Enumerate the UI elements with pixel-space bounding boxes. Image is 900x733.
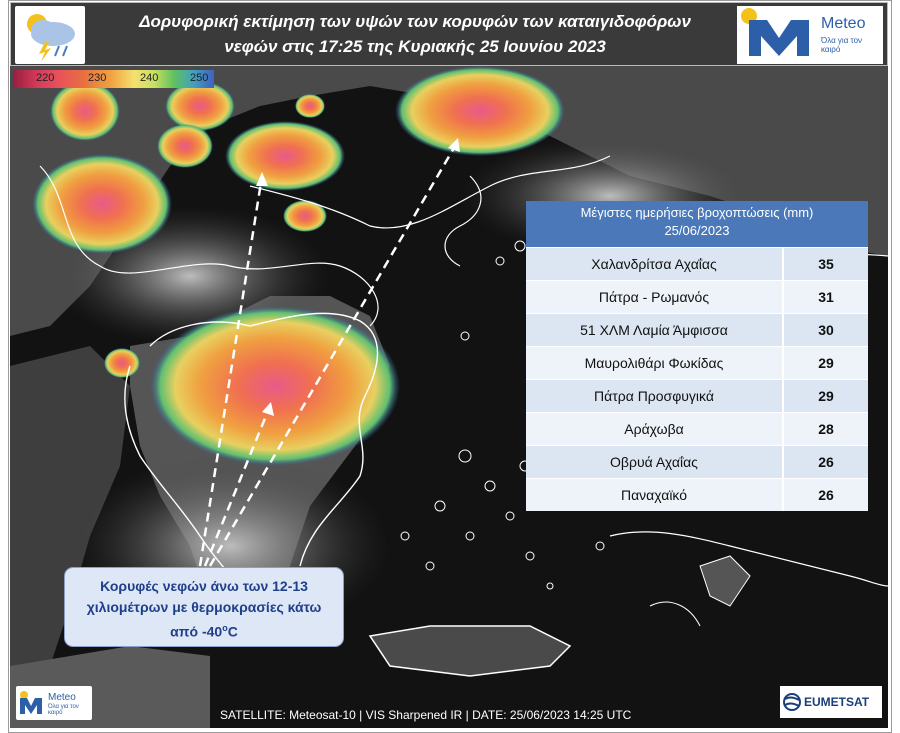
meteo-logo (737, 6, 883, 64)
rainfall-value: 31 (818, 289, 834, 305)
storm-cloud-icon (15, 6, 85, 64)
station-name: Παναχαϊκό (526, 479, 784, 511)
table-row (526, 478, 868, 511)
table-row (526, 313, 868, 346)
eumetsat-text: EUMETSAT (804, 695, 870, 709)
meteo-m-small-icon (16, 686, 46, 720)
table-row (526, 379, 868, 412)
table-row (526, 346, 868, 379)
station-name: Χαλανδρίτσα Αχαΐας (526, 248, 784, 280)
table-row (526, 445, 868, 478)
callout-unit: C (227, 623, 238, 640)
callout-degree: ο (222, 623, 228, 633)
header-bar (10, 2, 888, 66)
small-tagline: Όλα για τον καιρό (48, 704, 79, 716)
rainfall-value: 28 (818, 421, 834, 437)
cloud-top-callout (64, 567, 344, 647)
station-name: Αράχωβα (526, 413, 784, 445)
rainfall-value: 29 (818, 388, 834, 404)
rainfall-value: 30 (818, 322, 834, 338)
table-row (526, 412, 868, 445)
temperature-color-scale (14, 70, 214, 88)
table-row (526, 247, 868, 280)
station-name: Πάτρα - Ρωμανός (526, 281, 784, 313)
scale-tick: 250 (190, 72, 209, 84)
callout-line-2: χιλιομέτρων με θερμοκρασίες κάτω (86, 599, 322, 615)
small-brand: Meteo (48, 692, 76, 703)
page-title (95, 9, 735, 59)
title-line-1: Δορυφορική εκτίμηση των υψών των κορυφών των καταιγιδοφόρων (139, 12, 691, 31)
title-line-2: νεφών στις 17:25 της Κυριακής 25 Ιουνίου 2023 (224, 37, 606, 56)
meteo-m-icon (737, 6, 821, 64)
table-title: Μέγιστες ημερήσιες βροχοπτώσεις (mm) (580, 205, 814, 220)
scale-tick: 240 (140, 72, 159, 84)
eumetsat-globe-icon (780, 686, 802, 718)
table-row (526, 280, 868, 313)
rainfall-value: 29 (818, 355, 834, 371)
meteo-brand: Meteo (821, 15, 866, 32)
rainfall-value: 26 (818, 487, 834, 503)
rainfall-value: 26 (818, 454, 834, 470)
callout-line-3 (65, 618, 343, 643)
scale-tick: 220 (36, 72, 55, 84)
callout-prefix: από -40 (170, 623, 223, 640)
station-name: Μαυρολιθάρι Φωκίδας (526, 347, 784, 379)
table-header (526, 201, 868, 247)
rainfall-value: 35 (818, 256, 834, 272)
meteo-small-logo (16, 686, 92, 720)
scale-tick: 230 (88, 72, 107, 84)
callout-line-1: Κορυφές νεφών άνω των 12-13 (100, 578, 308, 594)
satellite-caption: SATELLITE: Meteosat-10 | VIS Sharpened IR | DATE: 25/06/2023 14:25 UTC (220, 708, 632, 722)
station-name: 51 ΧΛΜ Λαμία Άμφισσα (526, 314, 784, 346)
max-rainfall-table (526, 201, 868, 511)
eumetsat-logo (780, 686, 882, 718)
meteo-tagline: Όλα για τον καιρό (821, 36, 863, 54)
table-date: 25/06/2023 (664, 223, 730, 238)
station-name: Πάτρα Προσφυγικά (526, 380, 784, 412)
station-name: Οβρυά Αχαΐας (526, 446, 784, 478)
